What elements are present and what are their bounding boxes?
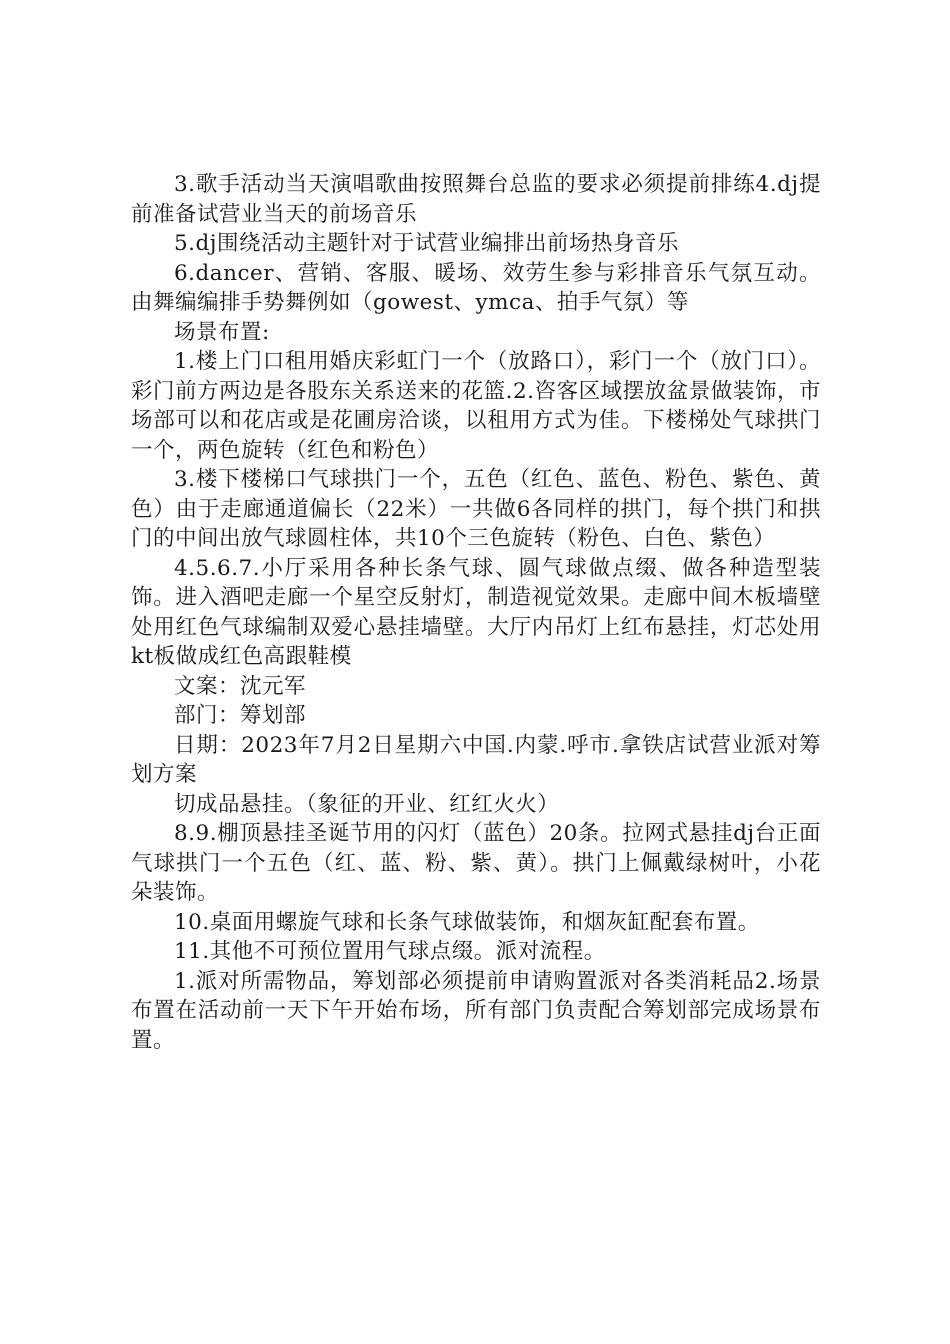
department-line: 部门：筹划部 (174, 703, 307, 728)
paragraph-table-decoration: 10.桌面用螺旋气球和长条气球做装饰，和烟灰缸配套布置。 (174, 909, 760, 935)
paragraph-singer-rehearsal: 3.歌手活动当天演唱歌曲按照舞台总监的要求必须提前排练4.dj提前准备试营业当天的前场音乐 (131, 172, 821, 227)
paragraph-ceiling-lights: 8.9.棚顶悬挂圣诞节用的闪灯（蓝色）20条。拉网式悬挂dj台正面气球拱门一个五色（红、蓝、粉、紫、黄）。拱门上佩戴绿树叶，小花朵装饰。 (131, 821, 821, 905)
paragraph-stair-balloon-arch: 3.楼下楼梯口气球拱门一个，五色（红色、蓝色、粉色、紫色、黄色）由于走廊通道偏长（22米）一共做6各同样的拱门，每个拱门和拱门的中间出放气球圆柱体，共10个三色旋转（粉色、白色、紫色） (131, 467, 821, 551)
paragraph-entrance-arch: 1.楼上门口租用婚庆彩虹门一个（放路口），彩门一个（放门口）。彩门前方两边是各股东关系送来的花篮.2.咨客区域摆放盆景做装饰，市场部可以和花店或是花圃房洽谈，以租用方式为佳。下楼梯处气球拱门一个，两色旋转（红色和粉色） (131, 349, 821, 463)
author-line: 文案：沈元军 (174, 673, 307, 699)
paragraph-other-positions: 11.其他不可预位置用气球点缀。派对流程。 (174, 939, 606, 964)
paragraph-party-supplies: 1.派对所需物品，筹划部必须提前申请购置派对各类消耗品2.场景布置在活动前一天下午开始布场，所有部门负责配合筹划部完成场景布置。 (131, 968, 821, 1053)
date-title-line: 日期：2023年7月2日星期六中国.内蒙.呼市.拿铁店试营业派对筹划方案 (131, 732, 821, 787)
paragraph-hanging-items: 切成品悬挂。（象征的开业、红红火火） (174, 791, 560, 817)
document-body (131, 170, 821, 1055)
paragraph-dj-warmup-music: 5.dj围绕活动主题针对于试营业编排出前场热身音乐 (174, 231, 679, 256)
section-heading-scene-layout: 场景布置: (174, 319, 270, 345)
paragraph-dancer-interaction: 6.dancer、营销、客服、暖场、效劳生参与彩排音乐气氛互动。由舞编编排手势舞例如（gowest、ymca、拍手气氛）等 (131, 260, 821, 315)
paragraph-hall-decoration: 4.5.6.7.小厅采用各种长条气球、圆气球做点缀、做各种造型装饰。进入酒吧走廊一个星空反射灯，制造视觉效果。走廊中间木板墙壁处用红色气球编制双爱心悬挂墙壁。大厅内吊灯上红布悬挂，灯芯处用kt板做成红色高跟鞋模 (131, 555, 821, 669)
